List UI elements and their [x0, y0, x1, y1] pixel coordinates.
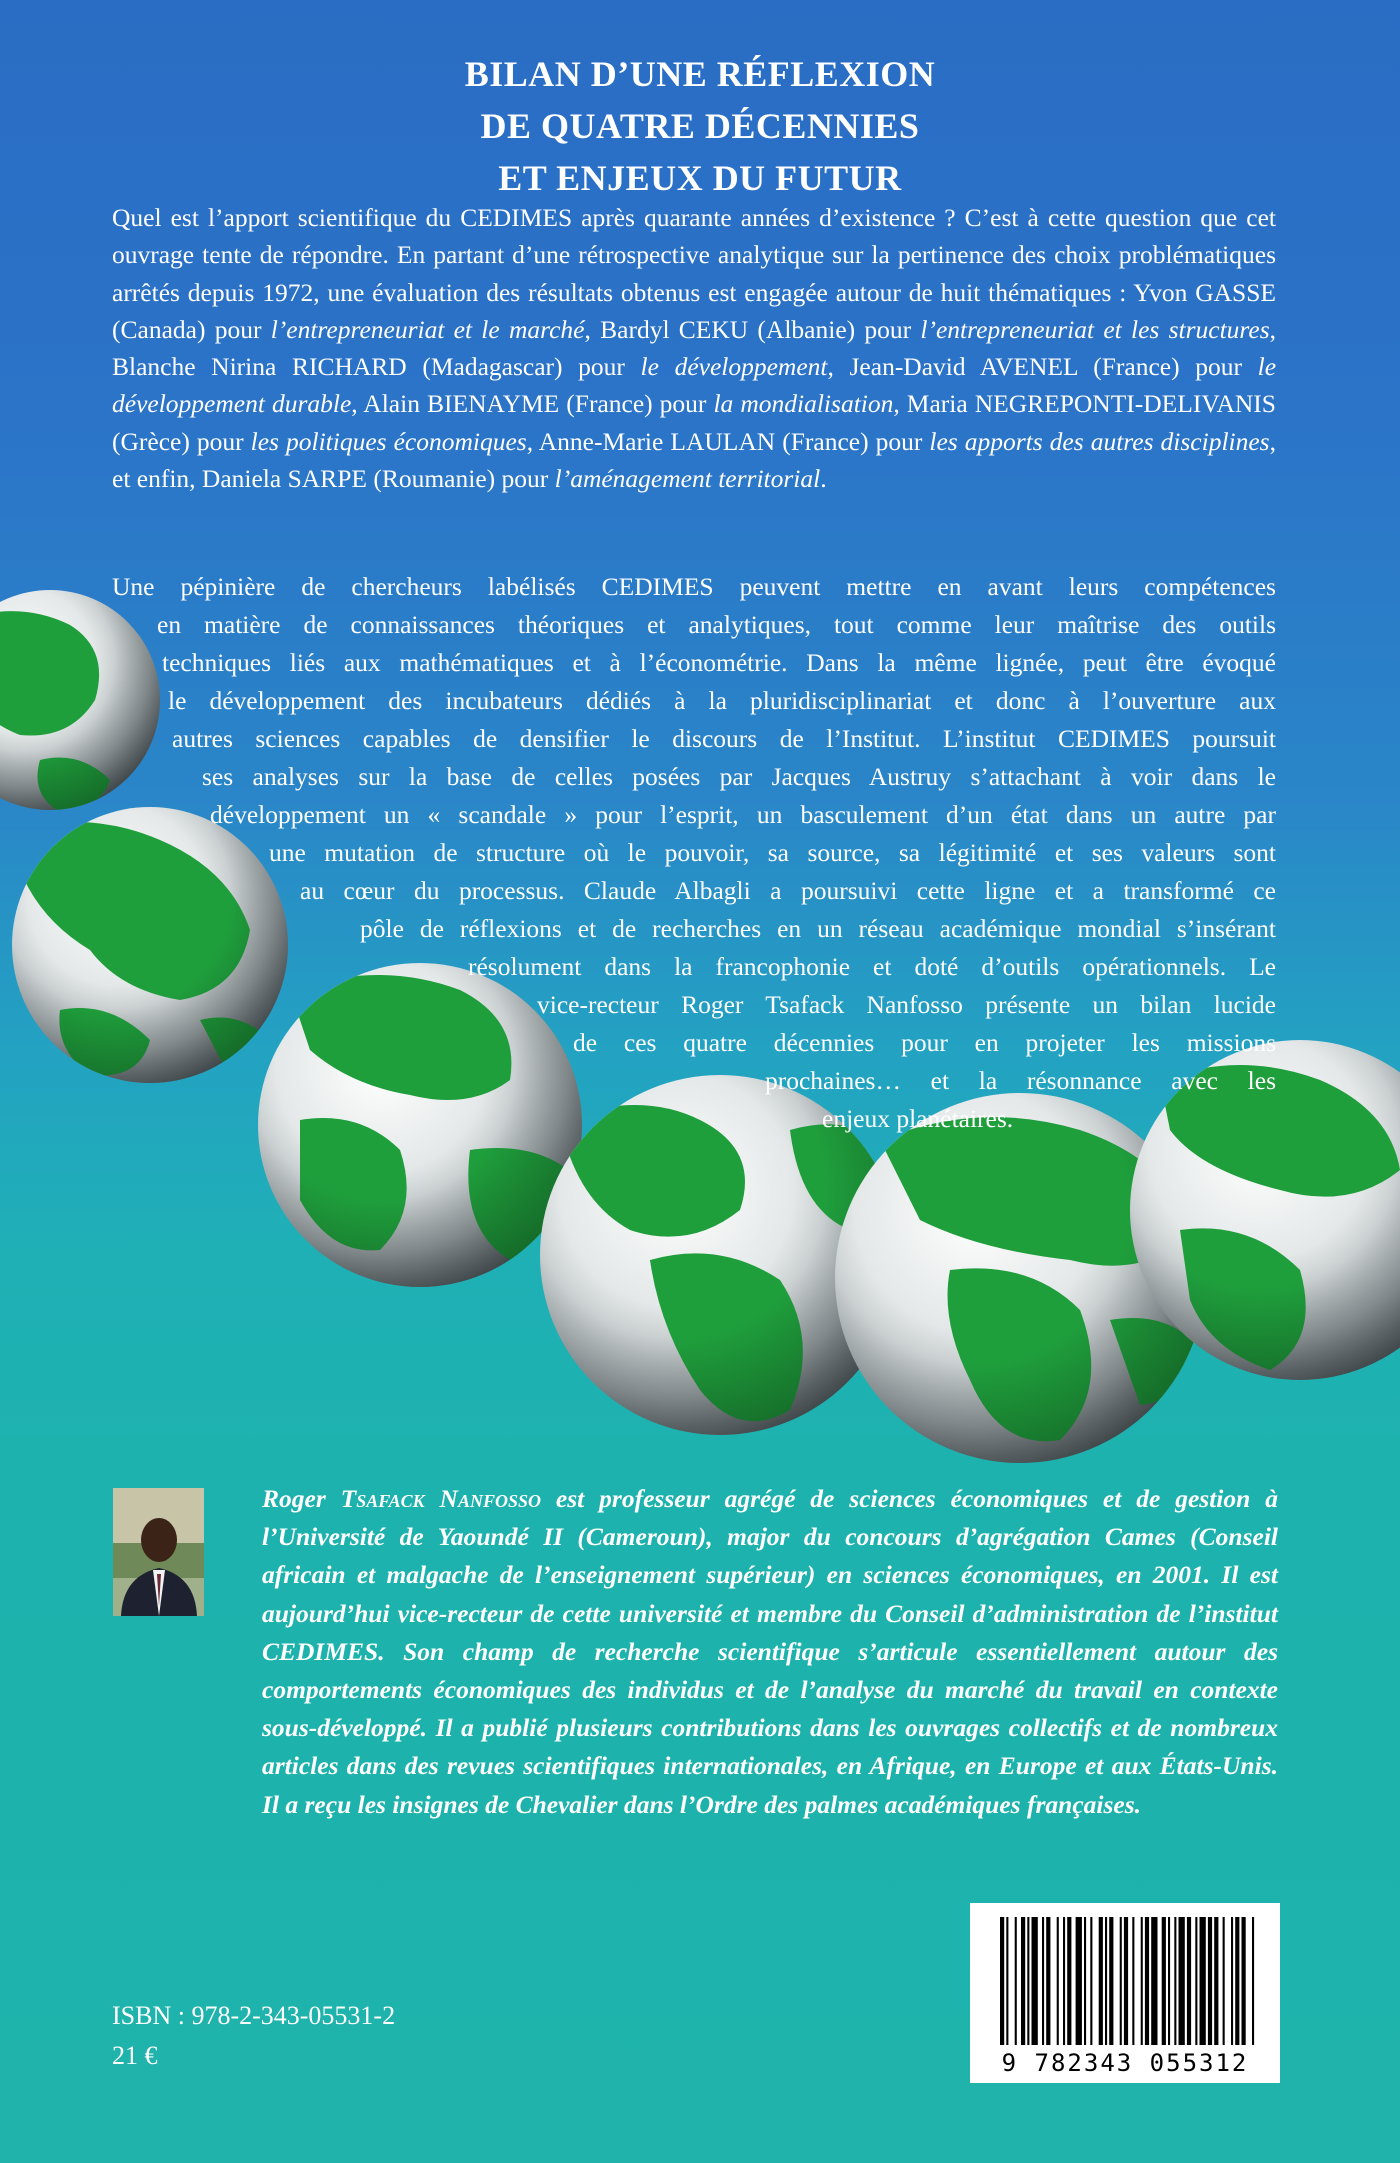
globe-icon: [258, 963, 582, 1287]
barcode-bar: [1032, 1917, 1038, 2045]
text-run: , Jean-David AVENEL (France) pour: [827, 352, 1258, 382]
author-first-name: Roger: [262, 1484, 341, 1513]
barcode-bar: [1174, 1917, 1176, 2045]
theme-italic: les politiques économiques: [250, 426, 527, 456]
author-portrait-image: [113, 1488, 204, 1616]
body-line: en matière de connaissances théoriques et analytiques, tout comme leur maîtrise des outils: [157, 610, 1276, 639]
body-line: prochaines… et la résonnance avec les: [765, 1066, 1276, 1095]
body-line: de ces quatre décennies pour en projeter les missions: [573, 1028, 1276, 1057]
body-line: autres sciences capables de densifier le discours de l’Institut. L’institut CEDIMES poursuit: [172, 724, 1276, 753]
barcode-bar: [1067, 1917, 1071, 2045]
barcode-bar: [1042, 1917, 1044, 2045]
theme-italic: l’entrepreneuriat et le marché: [270, 314, 585, 344]
barcode: [970, 1903, 1280, 2083]
body-line: Une pépinière de chercheurs labélisés CEDIMES peuvent mettre en avant leurs compétences: [112, 572, 1276, 601]
body-line: développement un « scandale » pour l’esprit, un basculement d’un état dans un autre par: [210, 800, 1276, 829]
text-run: , Maria NEGREPONTI-DELIVANIS (Grèce) pour: [112, 389, 1276, 456]
barcode-bar: [1200, 1917, 1206, 2045]
text-run: .: [820, 464, 827, 494]
barcode-bar: [1179, 1917, 1185, 2045]
barcode-bar: [1242, 1917, 1246, 2045]
body-line: au cœur du processus. Claude Albagli a poursuivi cette ligne et a transformé ce: [300, 876, 1276, 905]
bio-text: est professeur agrégé de sciences économiques et de gestion à l’Université de Yaoundé II (Cameroun), major du concours d’agrégation Cames (Conseil africain et malgache de l’enseignement supérieur) en sciences économiques, en 2001. Il est aujourd’hui vice-recteur de cette université et membre du Conseil d’administration de l’institut CEDIMES. Son champ de recherche scientifique s’articule essentiellement autour des comportements économiques des individus et de l’analyse du marché du travail en contexte sous-développé. Il a publié plusieurs contributions dans les ouvrages collectifs et de nombreux articles dans des revues scientifiques internationales, en Afrique, en Europe et aux États-Unis. Il a reçu les insignes de Chevalier dans l’Ordre des palmes académiques françaises.: [262, 1484, 1278, 1819]
barcode-bar: [1168, 1917, 1170, 2045]
barcode-bar: [1151, 1917, 1157, 2045]
barcode-bar: [1235, 1917, 1239, 2045]
text-run: , Blanche Nirina RICHARD (Madagascar) pour: [112, 314, 1276, 382]
barcode-bar: [1124, 1917, 1128, 2045]
body-line: pôle de réflexions et de recherches en un réseau académique mondial s’insérant: [360, 914, 1276, 943]
title-line: ET ENJEUX DU FUTUR: [498, 158, 902, 198]
barcode-bar: [1057, 1917, 1059, 2045]
theme-italic: l’entrepreneuriat et les structures: [920, 314, 1270, 344]
text-run: , Anne-Marie LAULAN (France) pour: [526, 426, 930, 456]
barcode-bar: [1046, 1917, 1050, 2045]
barcode-digits: 9 782343 055312: [1001, 2049, 1249, 2077]
barcode-bar: [1099, 1917, 1103, 2045]
barcode-bar: [1006, 1917, 1008, 2045]
theme-italic: la mondialisation: [713, 389, 894, 419]
author-photo: [113, 1488, 204, 1616]
barcode-bar: [1252, 1917, 1254, 2045]
barcode-bar: [1132, 1917, 1134, 2045]
body-line: enjeux planétaires.: [822, 1104, 1014, 1133]
price: 21 €: [112, 2041, 158, 2070]
barcode-bar: [1015, 1917, 1017, 2045]
title-line: BILAN D’UNE RÉFLEXION: [464, 54, 936, 94]
theme-italic: les apports des autres disciplines: [929, 426, 1270, 456]
barcode-bar: [1145, 1917, 1149, 2045]
back-cover-title: [0, 48, 1400, 204]
globe-icon: [12, 807, 288, 1083]
text-run: , Bardyl CEKU (Albanie) pour: [584, 314, 921, 344]
theme-italic: le développement durable: [112, 352, 1277, 419]
author-biography: [262, 1480, 1278, 1824]
barcode-bar: [1027, 1917, 1029, 2045]
barcode-bar: [1000, 1917, 1004, 2045]
barcode-bar: [1141, 1917, 1143, 2045]
barcode-bar: [1109, 1917, 1113, 2045]
barcode-bar: [1223, 1917, 1225, 2045]
title-line: DE QUATRE DÉCENNIES: [480, 106, 920, 146]
theme-italic: l’aménagement territorial: [554, 464, 821, 494]
text-run: , Alain BIENAYME (France) pour: [351, 389, 714, 419]
barcode-bar: [1208, 1917, 1212, 2045]
theme-italic: le développement: [640, 352, 828, 382]
barcode-bar: [1120, 1917, 1122, 2045]
isbn-number: ISBN : 978-2-343-05531-2: [112, 2001, 396, 2030]
barcode-bar: [1076, 1917, 1082, 2045]
barcode-bar: [1214, 1917, 1218, 2045]
intro-paragraph: [112, 199, 1276, 497]
barcode-bar: [1063, 1917, 1065, 2045]
body-line: une mutation de structure où le pouvoir, sa source, sa légitimité et ses valeurs sont: [269, 838, 1276, 867]
barcode-bar: [1195, 1917, 1197, 2045]
barcode-bar: [1231, 1917, 1233, 2045]
body-line: techniques liés aux mathématiques et à l’économétrie. Dans la même lignée, peut être évoqué: [162, 648, 1276, 677]
barcode-bar: [1162, 1917, 1166, 2045]
barcode-bar: [1105, 1917, 1107, 2045]
author-surname: Tsafack Nanfosso: [340, 1484, 541, 1513]
text-run: Quel est l’apport scientifique du CEDIMES après quarante années d’existence ? C’est à cette question que cet ouvrage tente de répondre. En partant d’une rétrospective analytique sur la pertinence des choix problématiques arrêtés depuis 1972, une évaluation des résultats obtenus est engagée autour de huit thématiques : Yvon GASSE (Canada) pour: [112, 203, 1276, 344]
body-line: ses analyses sur la base de celles posées par Jacques Austruy s’attachant à voir dans le: [202, 762, 1276, 791]
body-line: vice-recteur Roger Tsafack Nanfosso présente un bilan lucide: [537, 990, 1276, 1019]
body-line: résolument dans la francophonie et doté d’outils opérationnels. Le: [468, 952, 1276, 981]
barcode-bar: [1084, 1917, 1086, 2045]
barcode-bar: [1187, 1917, 1191, 2045]
globe-icon: [0, 590, 160, 812]
body-line: le développement des incubateurs dédiés à la pluridisciplinariat et donc à l’ouverture aux: [168, 686, 1276, 715]
barcode-bar: [1021, 1917, 1025, 2045]
barcode-bar: [1090, 1917, 1092, 2045]
text-run: , et enfin, Daniela SARPE (Roumanie) pour: [112, 426, 1276, 494]
